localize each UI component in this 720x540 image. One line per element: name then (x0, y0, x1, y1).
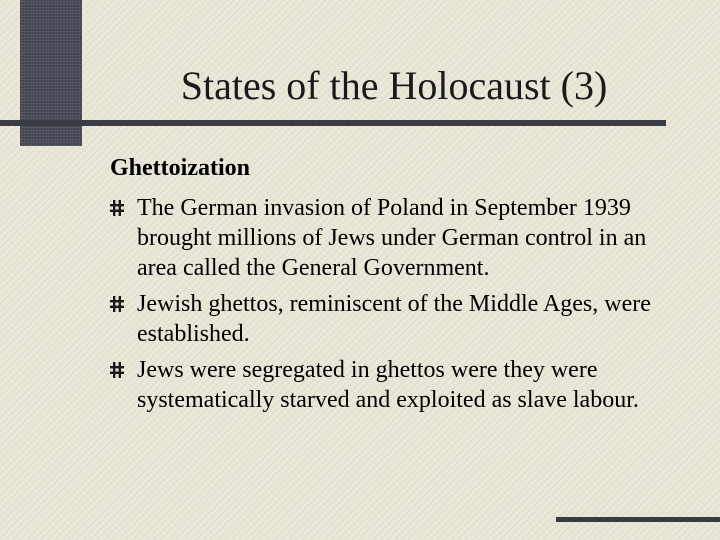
hash-bullet-icon (110, 296, 124, 312)
slide-title: States of the Holocaust (3) (180, 63, 608, 108)
bullet-list (110, 193, 690, 415)
bullet-text: Jews were segregated in ghettos were they were systematically starved and exploited as slave labour. (137, 357, 639, 413)
title-divider (0, 120, 666, 126)
hash-bullet-icon (110, 200, 124, 216)
bullet-item (110, 193, 690, 283)
bullet-text: The German invasion of Poland in September 1939 brought millions of Jews under German control in an area called the General Government. (137, 195, 647, 281)
section-heading: Ghettoization (110, 155, 250, 181)
bullet-item (110, 355, 690, 415)
footer-divider (556, 517, 720, 522)
bullet-text: Jewish ghettos, reminiscent of the Middle Ages, were established. (137, 291, 651, 347)
slide-body (110, 153, 690, 421)
bullet-item (110, 289, 690, 349)
hash-bullet-icon (110, 362, 124, 378)
